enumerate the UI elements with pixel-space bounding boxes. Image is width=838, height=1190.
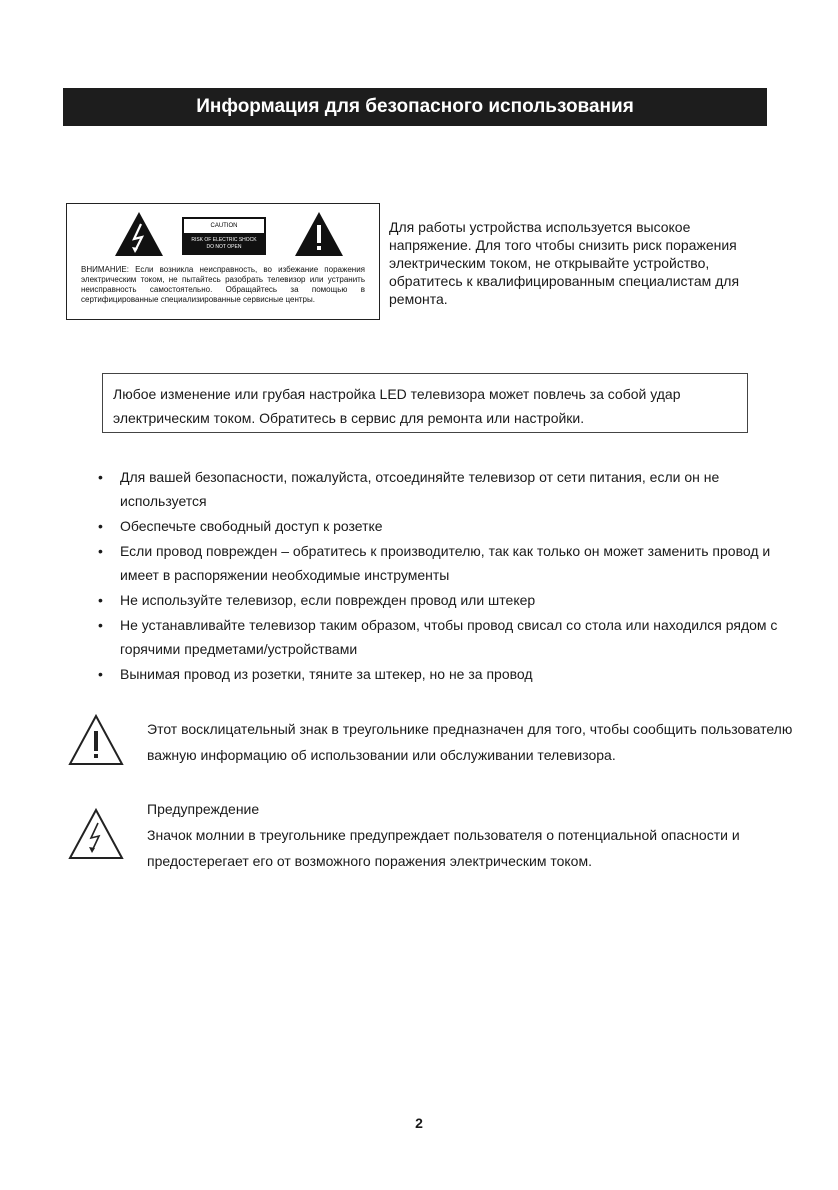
bullet-text: Если провод поврежден – обратитесь к производителю, так как только он может заменить провод и имеет в распоряжении необходимые инструменты: [120, 543, 771, 583]
bullet-text: Вынимая провод из розетки, тяните за штекер, но не за провод: [120, 666, 533, 682]
caution-label-box: [66, 203, 380, 320]
bullet-text: Не используйте телевизор, если поврежден провод или штекер: [120, 592, 536, 608]
list-item: [98, 588, 788, 612]
bullet-icon: •: [98, 469, 103, 485]
exclamation-triangle-outline-icon: [67, 713, 125, 767]
caution-label-line2: DO NOT OPEN: [206, 244, 242, 250]
intro-paragraph: Для работы устройства используется высокое напряжение. Для того чтобы снизить риск поражения электрическим током, не открывайте устройство, обратитесь к квалифицированным специалистам для ремонта.: [389, 219, 740, 307]
bullet-icon: •: [98, 592, 103, 608]
caution-label-title: CAUTION: [184, 219, 264, 233]
list-item: [98, 662, 788, 686]
caution-label-line1: RISK OF ELECTRIC SHOCK: [191, 237, 257, 243]
list-item: [98, 539, 788, 587]
bullet-icon: •: [98, 617, 103, 633]
bullet-icon: •: [98, 666, 103, 682]
lightning-triangle-icon: [113, 210, 165, 258]
notice-box: [102, 373, 748, 433]
list-item: [98, 465, 788, 513]
list-item: [98, 613, 788, 661]
caution-warning-text: ВНИМАНИЕ: Если возникла неисправность, во избежание поражения электрическим током, не пытайтесь разобрать телевизор или устранить неисправность самостоятельно. Обращайтесь за помощью в сертифицированные специализированные сервисные центры.: [81, 265, 365, 304]
bullet-icon: •: [98, 518, 103, 534]
safety-bullet-list: [98, 465, 788, 687]
lightning-section-title: Предупреждение: [147, 801, 260, 817]
caution-label: [182, 217, 266, 255]
notice-text: Любое изменение или грубая настройка LED телевизора может повлечь за собой удар электрическим током. Обратитесь в сервис для ремонта или настройки.: [113, 386, 681, 426]
lightning-triangle-outline-icon: [67, 807, 125, 861]
bullet-text: Не устанавливайте телевизор таким образом, чтобы провод свисал со стола или находился рядом с горячими предметами/устройствами: [120, 617, 778, 657]
caution-icons-row: [67, 204, 379, 260]
page-number: 2: [415, 1115, 423, 1131]
lightning-section: [147, 796, 807, 874]
bullet-icon: •: [98, 543, 103, 559]
list-item: [98, 514, 788, 538]
exclamation-triangle-icon: [293, 210, 345, 258]
page-title: Информация для безопасного использования: [196, 96, 634, 117]
bullet-text: Для вашей безопасности, пожалуйста, отсоединяйте телевизор от сети питания, если он не используется: [120, 469, 720, 509]
lightning-explanation-text: Значок молнии в треугольнике предупреждает пользователя о потенциальной опасности и предостерегает его от возможного поражения электрическим током.: [147, 827, 740, 869]
bullet-text: Обеспечьте свободный доступ к розетке: [120, 518, 383, 534]
page-header: [63, 88, 767, 126]
exclamation-explanation-text: Этот восклицательный знак в треугольнике предназначен для того, чтобы сообщить пользователю важную информацию об использовании или обслуживании телевизора.: [147, 721, 793, 763]
